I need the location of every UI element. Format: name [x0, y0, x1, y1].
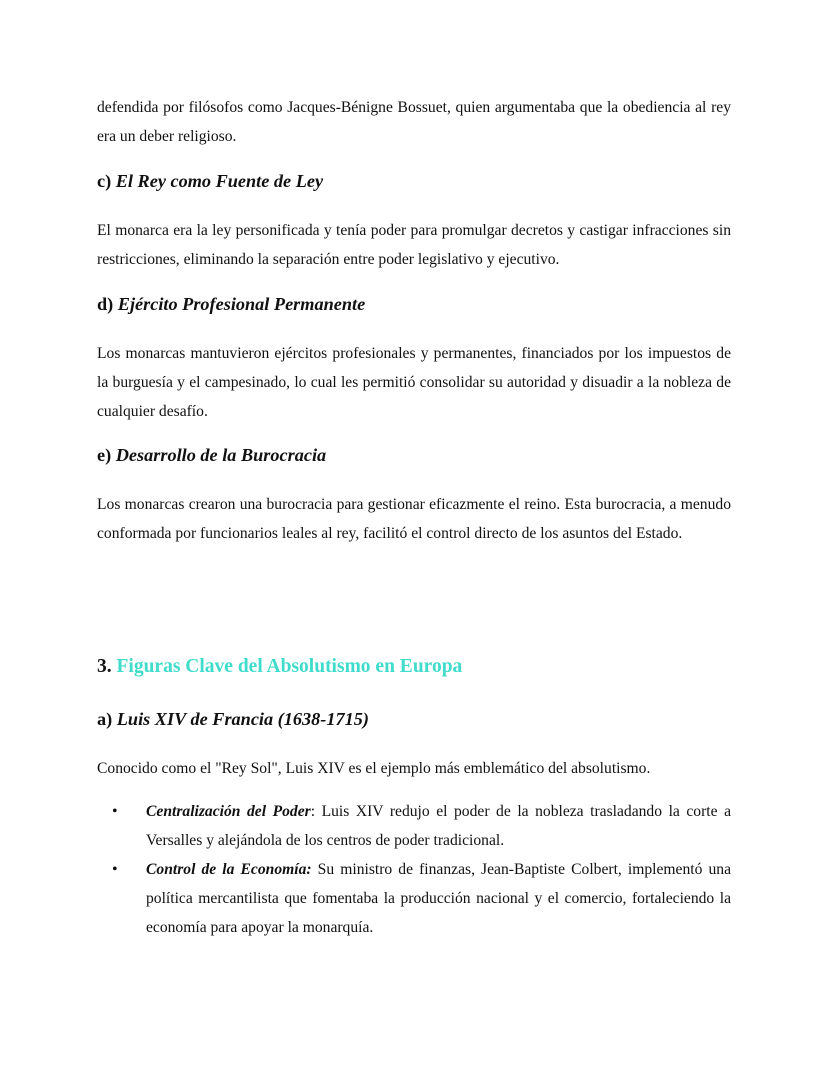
bullet-text: Su ministro de finanzas, Jean-Baptiste Colbert, implementó una política mercantilista que fomentaba la producción nacional y el comercio, fortaleciendo la economía para apoyar la monarquía. — [146, 861, 732, 936]
subheading-title: El Rey como Fuente de Ley — [115, 171, 324, 191]
bullet-icon: • — [112, 861, 118, 878]
subheading-marker: c) — [97, 171, 112, 191]
subheading-title: Ejército Profesional Permanente — [117, 294, 366, 314]
bullet-icon: • — [112, 803, 118, 820]
paragraph-burocracia: Los monarcas crearon una burocracia para gestionar eficazmente el reino. Esta burocracia, a menudo conformada por funcionarios leales al rey, facilitó el control directo de los asuntos del Estado. — [97, 496, 731, 542]
paragraph-bossuet: defendida por filósofos como Jacques-Bénigne Bossuet, quien argumentaba que la obediencia al rey era un deber religioso. — [97, 99, 731, 145]
bullet-label: Centralización del Poder — [146, 803, 311, 820]
subheading-e — [97, 445, 326, 465]
paragraph-ejercito: Los monarcas mantuvieron ejércitos profesionales y permanentes, financiados por los impuestos de la burguesía y el campesinado, lo cual les permitió consolidar su autoridad y disuadir a la nobleza de cualquier desafío. — [97, 345, 731, 420]
subheading-marker: a) — [97, 709, 113, 729]
section-number: 3. — [97, 656, 112, 677]
subheading-title: Desarrollo de la Burocracia — [115, 445, 327, 465]
subheading-d — [97, 294, 365, 314]
subheading-a — [97, 709, 369, 729]
subheading-marker: e) — [97, 445, 112, 465]
section-heading-3 — [97, 654, 462, 680]
bullet-label: Control de la Economía: — [146, 861, 312, 878]
list-item — [97, 797, 731, 855]
paragraph-rey-sol: Conocido como el "Rey Sol", Luis XIV es el ejemplo más emblemático del absolutismo. — [97, 760, 651, 777]
paragraph-rey-ley: El monarca era la ley personificada y tenía poder para promulgar decretos y castigar infracciones sin restricciones, eliminando la separación entre poder legislativo y ejecutivo. — [97, 222, 731, 268]
subheading-c — [97, 171, 323, 191]
section-title: Figuras Clave del Absolutismo en Europa — [116, 656, 463, 677]
list-item — [97, 855, 731, 942]
subheading-marker: d) — [97, 294, 114, 314]
bullet-list-luis-xiv — [97, 797, 731, 942]
bullet-text: Luis XIV redujo el poder de la nobleza trasladando la corte a Versalles y alejándola de los centros de poder tradicional. — [146, 803, 731, 849]
subheading-title: Luis XIV de Francia (1638-1715) — [116, 709, 369, 729]
bullet-separator: : — [310, 803, 316, 820]
